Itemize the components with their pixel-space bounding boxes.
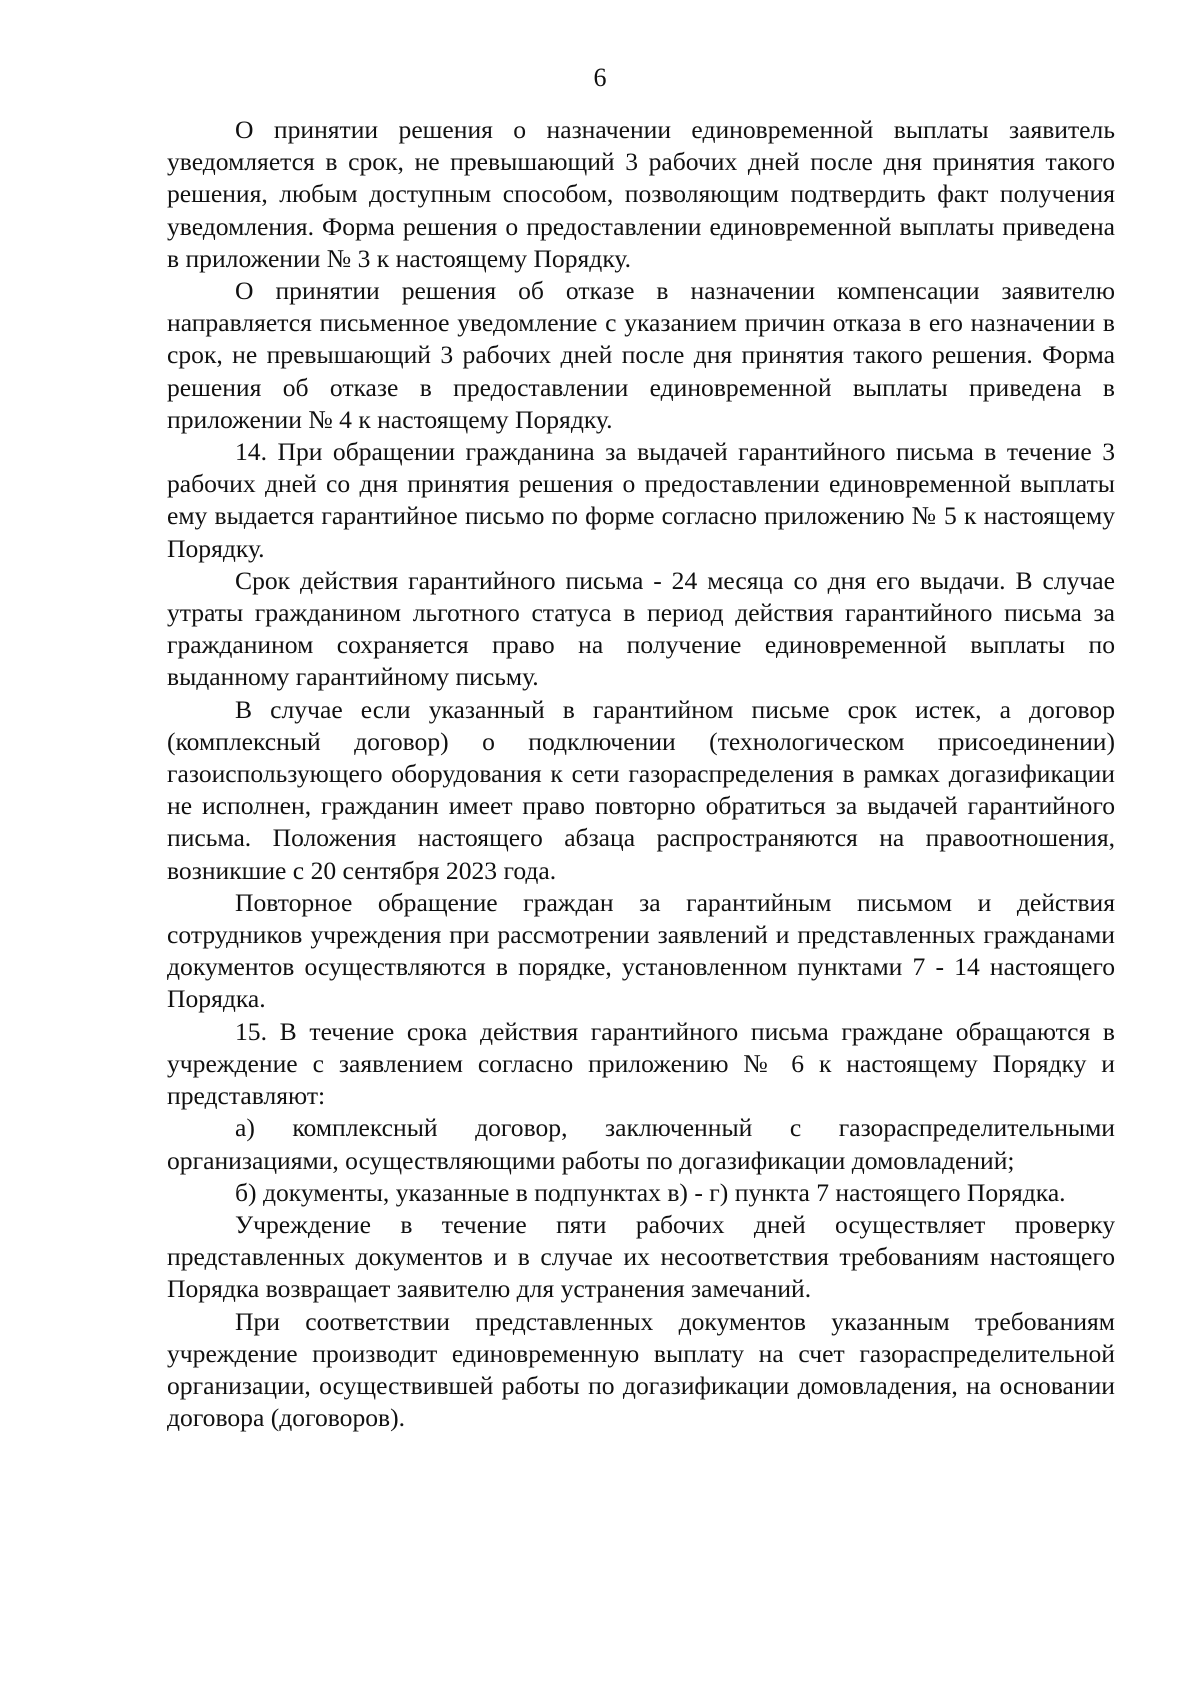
paragraph-item-14-guarantee-letter: 14. При обращении гражданина за выдачей гарантийного письма в течение 3 рабочих дней со дня принятия решения о предоставлении единовременной выплаты ему выдается гарантийное письмо по форме согласно приложению № 5 к настоящему Порядку. — [167, 437, 1115, 563]
paragraph-item-15-application: 15. В течение срока действия гарантийного письма граждане обращаются в учреждение с заявлением согласно приложению № 6 к настоящему Порядку и представляют: — [167, 1016, 1115, 1111]
paragraph-expired-guarantee-letter: В случае если указанный в гарантийном письме срок истек, а договор (комплексный договор) о подключении (технологическом присоединении) газоиспользующего оборудования к сети газораспределения в рамках догазификации не исполнен, гражданин имеет право повторно обратиться за выдачей гарантийного письма. Положения настоящего абзаца распространяются на правоотношения, возникшие с 20 сентября 2023 года. — [167, 694, 1115, 885]
paragraph-payment-execution: При соответствии представленных документов указанным требованиям учреждение производит единовременную выплату на счет газораспределительной организации, осуществившей работы по догазификации домовладения, на основании договора (договоров). — [167, 1306, 1115, 1433]
paragraph-notification-of-payment-decision: О принятии решения о назначении единовременной выплаты заявитель уведомляется в срок, не превышающий 3 рабочих дней после дня принятия такого решения, любым доступным способом, позволяющим подтвердить факт получения уведомления. Форма решения о предоставлении единовременной выплаты приведена в приложении № 3 к настоящему Порядку. — [167, 115, 1115, 273]
document-body — [167, 114, 1115, 1434]
page-number: 6 — [593, 63, 607, 92]
paragraph-subitem-b: б) документы, указанные в подпунктах в) - г) пункта 7 настоящего Порядка. — [235, 1177, 1066, 1207]
paragraph-subitem-a: а) комплексный договор, заключенный с газораспределительными организациями, осуществляющими работы по догазификации домовладений; — [167, 1113, 1115, 1175]
paragraph-document-check: Учреждение в течение пяти рабочих дней осуществляет проверку представленных документов и в случае их несоответствия требованиям настоящего Порядка возвращает заявителю для устранения замечаний. — [167, 1209, 1115, 1304]
paragraph-repeated-application: Повторное обращение граждан за гарантийным письмом и действия сотрудников учреждения при рассмотрении заявлений и представленных гражданами документов осуществляются в порядке, установленном пунктами 7 - 14 настоящего Порядка. — [167, 887, 1115, 1014]
paragraph-notification-of-refusal: О принятии решения об отказе в назначении компенсации заявителю направляется письменное уведомление с указанием причин отказа в его назначении в срок, не превышающий 3 рабочих дней после дня принятия такого решения. Форма решения об отказе в предоставлении единовременной выплаты приведена в приложении № 4 к настоящему Порядку. — [167, 276, 1115, 434]
paragraph-guarantee-letter-validity: Срок действия гарантийного письма - 24 месяца со дня его выдачи. В случае утраты гражданином льготного статуса в период действия гарантийного письма за гражданином сохраняется право на получение единовременной выплаты по выданному гарантийному письму. — [167, 565, 1115, 692]
